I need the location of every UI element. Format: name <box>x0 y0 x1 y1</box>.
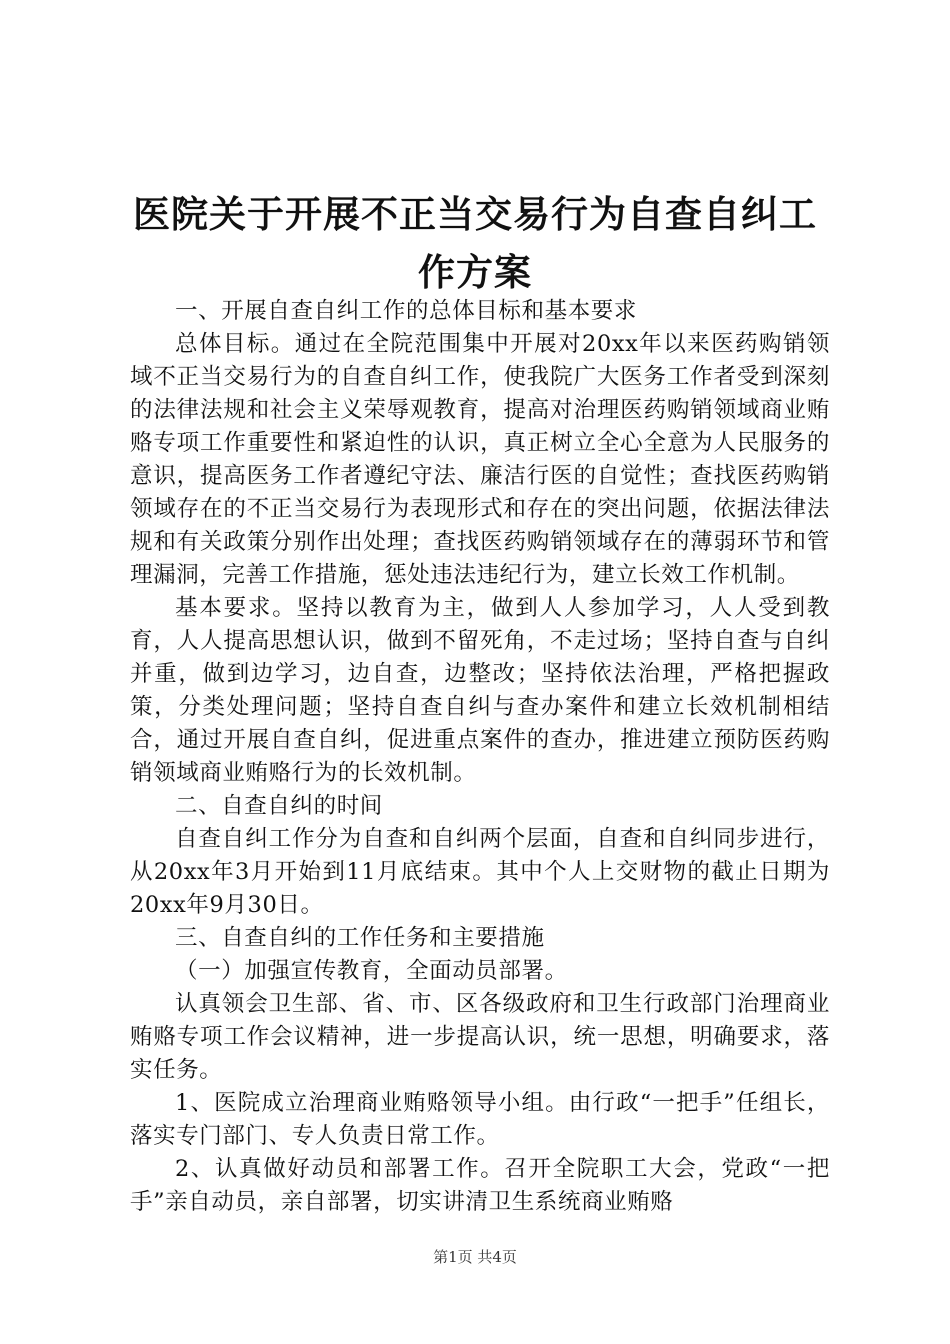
section-heading: 三、自查自纠的工作任务和主要措施 <box>175 925 545 951</box>
paragraph: 1、医院成立治理商业贿赂领导小组。由行政“一把手”任组长，落实专门部门、专人负责日常工作。 <box>130 1090 830 1149</box>
paragraph: 自查自纠工作分为自查和自纠两个层面，自查和自纠同步进行，从20xx年3月开始到11月底结束。其中个人上交财物的截止日期为20xx年9月30日。 <box>130 826 830 918</box>
document-body <box>130 295 830 1219</box>
document-title: 医院关于开展不正当交易行为自查自纠工作方案 <box>133 191 817 294</box>
paragraph: 总体目标。通过在全院范围集中开展对20xx年以来医药购销领域不正当交易行为的自查自纠工作，使我院广大医务工作者受到深刻的法律法规和社会主义荣辱观教育，提高对治理医药购销领域商业贿赂专项工作重要性和紧迫性的认识，真正树立全心全意为人民服务的意识，提高医务工作者遵纪守法、廉洁行医的自觉性；查找医药购销领域存在的不正当交易行为表现形式和存在的突出问题，依据法律法规和有关政策分别作出处理；查找医药购销领域存在的薄弱环节和管理漏洞，完善工作措施，惩处违法违纪行为，建立长效工作机制。 <box>130 331 830 588</box>
section-heading: 二、自查自纠的时间 <box>175 793 383 819</box>
paragraph: 认真领会卫生部、省、市、区各级政府和卫生行政部门治理商业贿赂专项工作会议精神，进一步提高认识，统一思想，明确要求，落实任务。 <box>130 991 830 1083</box>
paragraph: 基本要求。坚持以教育为主，做到人人参加学习，人人受到教育，人人提高思想认识，做到不留死角，不走过场；坚持自查与自纠并重，做到边学习，边自查，边整改；坚持依法治理，严格把握政策，分类处理问题；坚持自查自纠与查办案件和建立长效机制相结合，通过开展自查自纠，促进重点案件的查办，推进建立预防医药购销领域商业贿赂行为的长效机制。 <box>130 595 830 786</box>
paragraph: 2、认真做好动员和部署工作。召开全院职工大会，党政“一把手”亲自动员，亲自部署，切实讲清卫生系统商业贿赂 <box>130 1156 830 1215</box>
page-footer: 第1页 共4页 <box>433 1248 517 1266</box>
section-heading: 一、开展自查自纠工作的总体目标和基本要求 <box>175 298 638 324</box>
subsection-heading: （一）加强宣传教育，全面动员部署。 <box>175 958 568 984</box>
